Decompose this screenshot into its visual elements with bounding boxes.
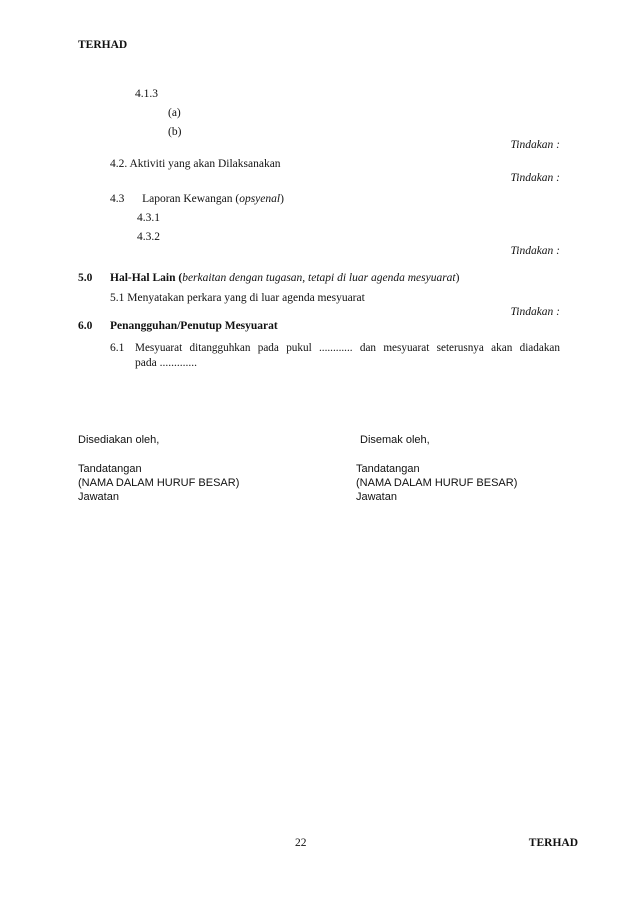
item-4-3-optional: opsyenal: [239, 193, 281, 205]
item-4-3-number: 4.3: [110, 193, 125, 205]
item-4-3-close: ): [280, 193, 284, 205]
footer-classification: TERHAD: [528, 837, 578, 849]
section-5-close: ): [455, 272, 460, 284]
item-a: (a): [168, 107, 181, 119]
header-classification: TERHAD: [78, 39, 128, 51]
section-5-note: berkaitan dengan tugasan, tetapi di luar agenda mesyuarat: [182, 272, 456, 284]
prepared-by-position: Jawatan: [78, 491, 119, 503]
item-b: (b): [168, 126, 182, 138]
section-6-title: Penangguhan/Penutup Mesyuarat: [110, 320, 278, 332]
tindakan-label-2: Tindakan :: [510, 172, 560, 184]
reviewed-by-name: (NAMA DALAM HURUF BESAR): [356, 477, 518, 489]
item-6-1-line-1: Mesyuarat ditangguhkan pada pukul ............ dan mesyuarat seterusnya akan diadakan: [135, 342, 560, 354]
section-5-title: Hal-Hal Lain (: [110, 272, 183, 284]
tindakan-label-5: Tindakan :: [510, 306, 560, 318]
prepared-by-signature: Tandatangan: [78, 463, 142, 475]
item-5-1: 5.1 Menyatakan perkara yang di luar agenda mesyuarat: [110, 292, 365, 304]
page-number: 22: [295, 837, 307, 849]
prepared-by-heading: Disediakan oleh,: [78, 434, 160, 446]
tindakan-label-3: Tindakan :: [510, 245, 560, 257]
item-4-3-1: 4.3.1: [137, 212, 160, 224]
section-6-number: 6.0: [78, 320, 93, 332]
item-4-2: 4.2. Aktiviti yang akan Dilaksanakan: [110, 158, 281, 170]
section-5-number: 5.0: [78, 272, 93, 284]
tindakan-label-1: Tindakan :: [510, 139, 560, 151]
item-6-1-number: 6.1: [110, 342, 125, 354]
item-4-3-2: 4.3.2: [137, 231, 160, 243]
item-4-3-label: Laporan Kewangan (: [142, 193, 240, 205]
item-6-1-line-2: pada .............: [135, 357, 197, 369]
reviewed-by-signature: Tandatangan: [356, 463, 420, 475]
reviewed-by-position: Jawatan: [356, 491, 397, 503]
section-5-heading: [110, 272, 459, 284]
prepared-by-name: (NAMA DALAM HURUF BESAR): [78, 477, 240, 489]
item-4-1-3: 4.1.3: [135, 88, 158, 100]
item-4-3: [110, 193, 284, 205]
reviewed-by-heading: Disemak oleh,: [360, 434, 430, 446]
